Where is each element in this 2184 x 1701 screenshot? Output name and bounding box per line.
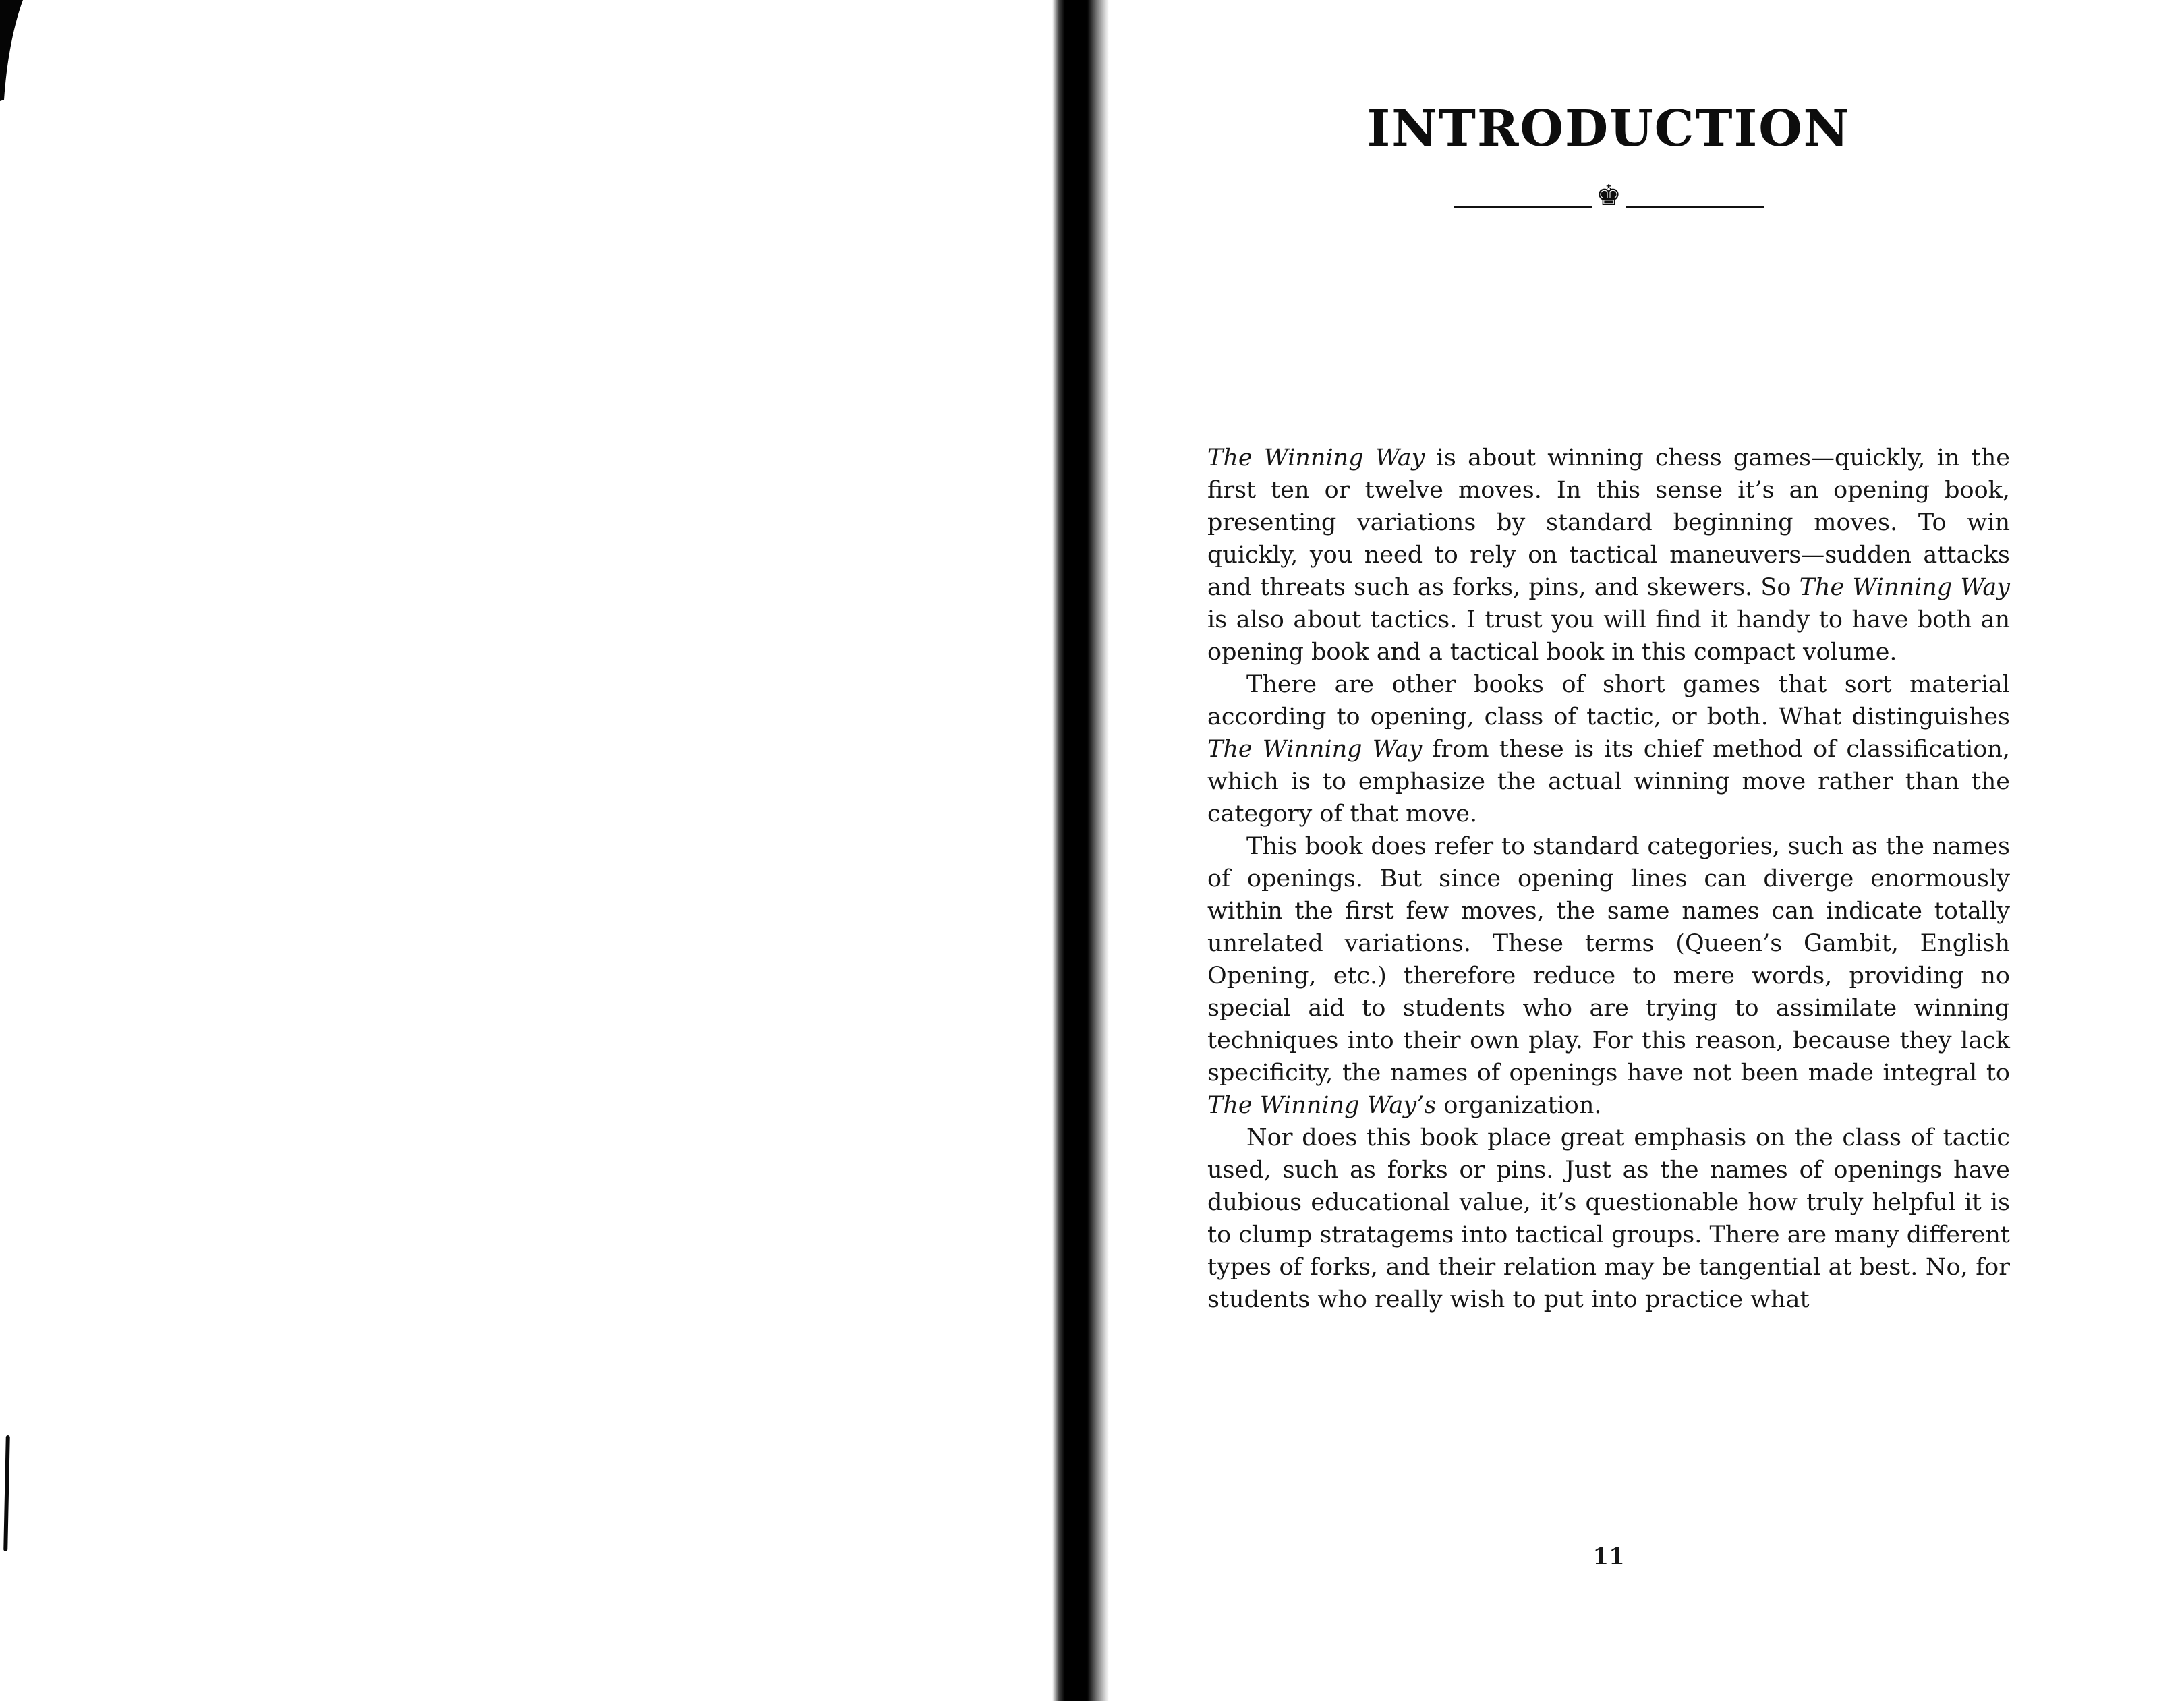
page-number: 11 bbox=[1592, 1543, 1625, 1570]
text-run: organization. bbox=[1436, 1092, 1602, 1119]
italic-text-run: The Winning Way bbox=[1207, 444, 1425, 471]
chess-king-icon: ♚ bbox=[1592, 181, 1626, 210]
paragraph bbox=[1207, 442, 2010, 668]
ornament-divider bbox=[1454, 174, 1764, 216]
italic-text-run: The Winning Way bbox=[1207, 736, 1423, 763]
right-page bbox=[1207, 0, 2010, 1701]
italic-text-run: The Winning Way’s bbox=[1207, 1092, 1437, 1119]
paragraph bbox=[1207, 830, 2010, 1122]
body-text bbox=[1207, 442, 2010, 1316]
paragraph bbox=[1207, 1122, 2010, 1316]
book-gutter-shadow bbox=[1052, 0, 1109, 1701]
text-run: Nor does this book place great emphasis on the class of tactic used, such as forks or pins. Just as the names of openings have dubious educational value, it’s questionable how truly helpful it is to clump stratagems into tactical groups. There are many different types of forks, and their relation may be tangential at best. No, for students who really wish to put into practice what bbox=[1207, 1124, 2010, 1313]
paragraph bbox=[1207, 668, 2010, 830]
text-run: is also about tactics. I trust you will find it handy to have both an opening book and a tactical book in this compact volume. bbox=[1207, 606, 2010, 666]
italic-text-run: The Winning Way bbox=[1799, 574, 2011, 601]
text-run: This book does refer to standard categories, such as the names of openings. But since opening lines can diverge enormously within the first few moves, the same names can indicate totally unrelated variations. These terms (Queen’s Gambit, English Opening, etc.) therefore reduce to mere words, providing no special aid to students who are trying to assimilate winning techniques into their own play. For this reason, because they lack specificity, the names of openings have not been made integral to bbox=[1207, 833, 2010, 1087]
chapter-title: INTRODUCTION bbox=[1367, 100, 1851, 158]
text-run: There are other books of short games that sort material according to opening, class of tactic, or both. What distinguishes bbox=[1207, 671, 2010, 730]
text-run: from these is its chief method of classification, which is to emphasize the actual winning move rather than the category of that move. bbox=[1207, 736, 2010, 828]
page-corner-mark bbox=[0, 0, 27, 101]
left-page-blank bbox=[0, 0, 1052, 1701]
text-run: is about winning chess games—quickly, in the first ten or twelve moves. In this sense it’s an opening book, presenting variations by standard beginning moves. To win quickly, you need to rely on tactical maneuvers—sudden attacks and threats such as forks, pins, and skewers. So bbox=[1207, 444, 2010, 601]
